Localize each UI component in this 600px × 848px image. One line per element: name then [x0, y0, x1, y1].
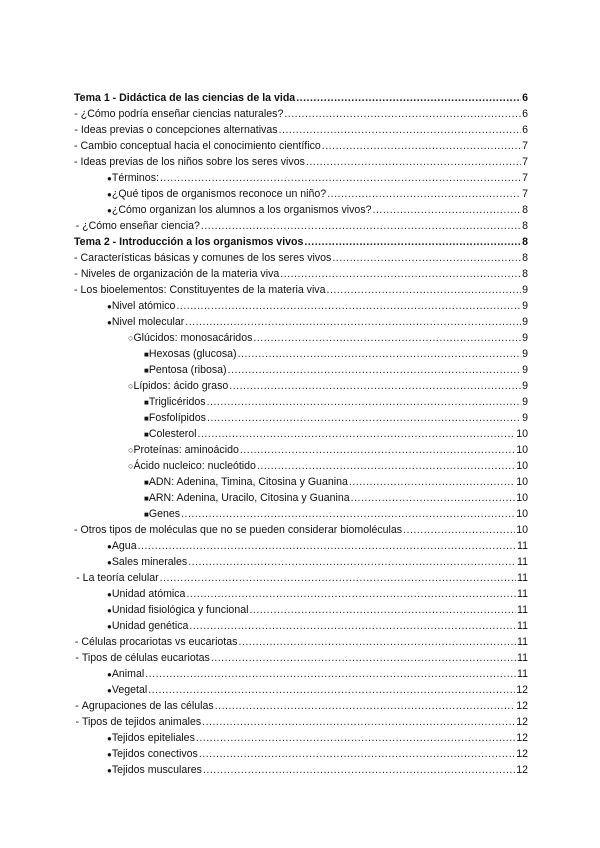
toc-dot-leader	[203, 762, 515, 778]
toc-entry[interactable]	[74, 762, 528, 778]
toc-entry[interactable]	[74, 730, 528, 746]
toc-entry-label: ¿Qué tipos de organismos reconoce un niño?	[111, 188, 327, 200]
toc-dot-leader	[199, 746, 515, 762]
toc-entry-label: Fosfolípidos	[148, 412, 206, 424]
toc-dot-leader	[198, 426, 516, 442]
toc-bullet-icon: ●	[107, 174, 112, 183]
toc-page-number: 11	[517, 620, 528, 632]
toc-entry[interactable]	[74, 666, 528, 682]
toc-bullet-icon: ●	[107, 606, 112, 615]
toc-dot-leader	[253, 330, 521, 346]
toc-dot-leader	[160, 170, 521, 186]
toc-bullet-icon: ■	[144, 510, 149, 519]
toc-entry[interactable]	[74, 474, 528, 490]
toc-entry-label: Términos:	[111, 172, 159, 184]
toc-entry-label: Agrupaciones de las células	[81, 700, 214, 712]
toc-entry[interactable]	[74, 586, 528, 602]
toc-entry[interactable]	[74, 314, 528, 330]
toc-entry-label: Cambio conceptual hacia el conocimiento científico	[80, 140, 321, 152]
toc-dot-leader	[202, 714, 515, 730]
toc-page-number: 10	[516, 524, 528, 536]
toc-bullet-icon: ●	[107, 686, 112, 695]
table-of-contents	[74, 90, 528, 778]
toc-dot-leader	[181, 506, 515, 522]
toc-bullet-icon: ○	[128, 381, 134, 391]
toc-dot-leader	[201, 218, 521, 234]
toc-bullet-icon: -	[74, 284, 78, 296]
toc-bullet-icon: -	[75, 716, 79, 728]
toc-entry-label: Animal	[111, 668, 145, 680]
toc-page-number: 9	[522, 316, 528, 328]
toc-dot-leader	[240, 442, 515, 458]
toc-dot-leader	[249, 602, 516, 618]
toc-bullet-icon: -	[75, 220, 80, 232]
toc-page-number: 11	[517, 556, 528, 568]
toc-dot-leader	[207, 394, 522, 410]
toc-entry-label: Tipos de células eucariotas	[81, 652, 210, 664]
toc-page-number: 9	[522, 300, 528, 312]
toc-bullet-icon: ●	[107, 542, 112, 551]
toc-entry[interactable]	[74, 154, 528, 170]
toc-bullet-icon: -	[74, 268, 78, 280]
toc-entry[interactable]	[74, 490, 528, 506]
toc-entry-label: Tipos de tejidos animales	[81, 716, 202, 728]
toc-page-number: 11	[517, 652, 528, 664]
toc-dot-leader	[332, 250, 521, 266]
toc-dot-leader	[279, 122, 522, 138]
toc-entry-label: Nivel molecular	[111, 316, 185, 328]
toc-entry-label: Hexosas (glucosa)	[148, 348, 237, 360]
toc-entry[interactable]	[74, 266, 528, 282]
toc-dot-leader	[322, 138, 521, 154]
toc-bullet-icon: -	[74, 124, 78, 136]
toc-dot-leader	[186, 586, 516, 602]
toc-page-number: 12	[516, 732, 528, 744]
toc-bullet-icon: ●	[107, 206, 112, 215]
toc-page-number: 8	[522, 268, 528, 280]
toc-entry[interactable]	[74, 122, 528, 138]
toc-entry[interactable]	[74, 682, 528, 698]
toc-bullet-icon: -	[74, 252, 78, 264]
toc-bullet-icon: ●	[107, 318, 112, 327]
toc-dot-leader	[211, 650, 516, 666]
toc-page-number: 8	[522, 252, 528, 264]
toc-entry-label: Células procariotas vs eucariotas	[81, 636, 238, 648]
toc-dot-leader	[185, 314, 521, 330]
toc-page-number: 8	[522, 220, 528, 232]
toc-entry-label: Características básicas y comunes de los seres vivos	[80, 252, 332, 264]
toc-bullet-icon: ●	[107, 766, 112, 775]
toc-page-number: 8	[522, 236, 528, 248]
toc-entry-label: Unidad genética	[111, 620, 189, 632]
toc-bullet-icon: -	[75, 700, 79, 712]
toc-entry[interactable]	[74, 538, 528, 554]
toc-bullet-icon: -	[74, 156, 78, 168]
toc-dot-leader	[176, 298, 521, 314]
toc-entry[interactable]	[74, 362, 528, 378]
toc-entry-label: Tema 2 - Introducción a los organismos vivos	[74, 236, 304, 248]
toc-entry[interactable]	[74, 426, 528, 442]
toc-entry-label: Tejidos conectivos	[111, 748, 198, 760]
toc-dot-leader	[196, 730, 515, 746]
toc-entry-label: Vegetal	[111, 684, 148, 696]
toc-dot-leader	[296, 90, 521, 106]
toc-page-number: 12	[516, 700, 528, 712]
toc-entry[interactable]	[74, 330, 528, 346]
toc-entry-label: Tejidos epiteliales	[111, 732, 195, 744]
toc-dot-leader	[284, 106, 521, 122]
toc-dot-leader	[238, 634, 516, 650]
toc-entry[interactable]	[74, 298, 528, 314]
toc-dot-leader	[160, 570, 516, 586]
toc-bullet-icon: ■	[144, 398, 149, 407]
toc-entry-label: Ideas previas o concepciones alternativas	[80, 124, 278, 136]
toc-bullet-icon: ●	[107, 302, 112, 311]
toc-entry-label: Nivel atómico	[111, 300, 176, 312]
toc-entry-label: La teoría celular	[82, 572, 159, 584]
toc-entry-label: Pentosa (ribosa)	[148, 364, 227, 376]
toc-page-number: 6	[522, 108, 528, 120]
toc-entry-label: Ácido nucleico: nucleótido	[133, 460, 256, 472]
toc-dot-leader	[238, 346, 522, 362]
toc-entry-label: Los bioelementos: Constituyentes de la materia viva	[80, 284, 326, 296]
toc-page-number: 9	[522, 348, 528, 360]
toc-page-number: 11	[517, 636, 528, 648]
toc-entry-label: ADN: Adenina, Timina, Citosina y Guanina	[148, 476, 348, 488]
toc-page-number: 9	[522, 332, 528, 344]
toc-dot-leader	[257, 458, 515, 474]
toc-entry[interactable]	[74, 602, 528, 618]
toc-page-number: 11	[517, 588, 528, 600]
toc-page-number: 12	[516, 764, 528, 776]
toc-entry[interactable]	[74, 218, 528, 234]
toc-page-number: 9	[522, 396, 528, 408]
toc-bullet-icon: ●	[107, 590, 112, 599]
toc-page-number: 6	[522, 92, 528, 104]
toc-entry[interactable]	[74, 410, 528, 426]
toc-bullet-icon: ○	[128, 333, 134, 343]
toc-bullet-icon: ●	[107, 670, 112, 679]
toc-bullet-icon: ●	[107, 734, 112, 743]
toc-entry-label: ¿Cómo enseñar ciencia?	[82, 220, 200, 232]
toc-bullet-icon: ●	[107, 622, 112, 631]
toc-bullet-icon: ●	[107, 558, 112, 567]
toc-entry-label: ARN: Adenina, Uracilo, Citosina y Guanina	[148, 492, 350, 504]
toc-entry[interactable]	[74, 282, 528, 298]
toc-bullet-icon: ■	[144, 430, 149, 439]
toc-entry[interactable]	[74, 90, 528, 106]
toc-bullet-icon: -	[74, 140, 78, 152]
toc-entry[interactable]	[74, 458, 528, 474]
toc-entry[interactable]	[74, 746, 528, 762]
toc-entry[interactable]	[74, 170, 528, 186]
toc-entry-label: ¿Cómo organizan los alumnos a los organismos vivos?	[111, 204, 372, 216]
toc-dot-leader	[280, 266, 521, 282]
toc-dot-leader	[403, 522, 515, 538]
toc-entry[interactable]	[74, 202, 528, 218]
toc-entry[interactable]	[74, 250, 528, 266]
toc-entry[interactable]	[74, 378, 528, 394]
toc-entry-label: Agua	[111, 540, 137, 552]
toc-entry[interactable]	[74, 138, 528, 154]
toc-page-number: 8	[522, 204, 528, 216]
toc-dot-leader	[351, 490, 516, 506]
toc-bullet-icon: ○	[128, 445, 134, 455]
toc-entry[interactable]	[74, 634, 528, 650]
toc-page-number: 12	[516, 748, 528, 760]
toc-entry-label: Tejidos musculares	[111, 764, 202, 776]
toc-bullet-icon: -	[74, 108, 78, 120]
toc-bullet-icon: ■	[144, 414, 149, 423]
toc-dot-leader	[188, 554, 516, 570]
toc-bullet-icon: -	[76, 572, 80, 584]
toc-page-number: 9	[522, 380, 528, 392]
toc-page-number: 10	[516, 428, 528, 440]
toc-entry-label: Unidad atómica	[111, 588, 186, 600]
toc-entry-label: ¿Cómo podría enseñar ciencias naturales?	[80, 108, 284, 120]
toc-page-number: 10	[516, 476, 528, 488]
toc-bullet-icon: -	[74, 524, 78, 536]
toc-entry[interactable]	[74, 234, 528, 250]
toc-bullet-icon: ■	[144, 478, 149, 487]
toc-entry-label: Sales minerales	[111, 556, 188, 568]
toc-page-number: 10	[516, 508, 528, 520]
toc-page-number: 9	[522, 364, 528, 376]
toc-page-number: 11	[517, 668, 528, 680]
toc-entry-label: Ideas previas de los niños sobre los seres vivos	[80, 156, 305, 168]
toc-page-number: 12	[516, 684, 528, 696]
toc-entry-label: Lípidos: ácido graso	[133, 380, 229, 392]
toc-dot-leader	[349, 474, 515, 490]
toc-page-number: 10	[516, 492, 528, 504]
toc-dot-leader	[327, 186, 521, 202]
toc-entry-label: Glúcidos: monosacáridos	[133, 332, 253, 344]
toc-page-number: 9	[522, 284, 528, 296]
toc-entry-label: Unidad fisiológica y funcional	[111, 604, 249, 616]
toc-entry[interactable]	[74, 106, 528, 122]
toc-bullet-icon: ○	[128, 461, 134, 471]
toc-dot-leader	[229, 378, 521, 394]
toc-dot-leader	[304, 234, 521, 250]
toc-dot-leader	[306, 154, 521, 170]
toc-page-number: 7	[522, 156, 528, 168]
toc-entry-label: Genes	[148, 508, 181, 520]
toc-page-number: 6	[522, 124, 528, 136]
toc-entry[interactable]	[74, 570, 528, 586]
toc-entry[interactable]	[74, 714, 528, 730]
toc-entry-label: Tema 1 - Didáctica de las ciencias de la vida	[74, 92, 296, 104]
toc-page-number: 11	[517, 572, 528, 584]
toc-entry-label: Proteínas: aminoácido	[133, 444, 239, 456]
toc-dot-leader	[373, 202, 522, 218]
toc-dot-leader	[215, 698, 516, 714]
toc-page-number: 7	[522, 188, 528, 200]
toc-dot-leader	[148, 682, 515, 698]
toc-page-number: 10	[516, 444, 528, 456]
toc-entry[interactable]	[74, 618, 528, 634]
toc-entry[interactable]	[74, 698, 528, 714]
toc-dot-leader	[228, 362, 522, 378]
toc-entry-label: Colesterol	[148, 428, 197, 440]
toc-entry[interactable]	[74, 506, 528, 522]
toc-page-number: 11	[517, 604, 528, 616]
toc-entry[interactable]	[74, 186, 528, 202]
toc-bullet-icon: ■	[144, 494, 149, 503]
toc-bullet-icon: ●	[107, 190, 112, 199]
toc-entry[interactable]	[74, 522, 528, 538]
toc-bullet-icon: ■	[144, 366, 149, 375]
toc-entry-label: Otros tipos de moléculas que no se pueden considerar biomoléculas	[80, 524, 403, 536]
toc-entry[interactable]	[74, 554, 528, 570]
toc-bullet-icon: ●	[107, 750, 112, 759]
toc-bullet-icon: -	[75, 652, 79, 664]
toc-dot-leader	[207, 410, 521, 426]
toc-bullet-icon: ■	[144, 350, 149, 359]
toc-entry[interactable]	[74, 650, 528, 666]
toc-entry[interactable]	[74, 442, 528, 458]
toc-dot-leader	[138, 538, 516, 554]
toc-entry[interactable]	[74, 394, 528, 410]
toc-entry[interactable]	[74, 346, 528, 362]
toc-page-number: 9	[522, 412, 528, 424]
toc-dot-leader	[327, 282, 522, 298]
toc-entry-label: Niveles de organización de la materia viva	[80, 268, 280, 280]
toc-dot-leader	[145, 666, 516, 682]
toc-bullet-icon: -	[74, 636, 79, 648]
toc-page-number: 10	[516, 460, 528, 472]
toc-page-number: 12	[516, 716, 528, 728]
toc-page-number: 7	[522, 172, 528, 184]
toc-page-number: 7	[522, 140, 528, 152]
toc-page-number: 11	[517, 540, 528, 552]
toc-dot-leader	[189, 618, 516, 634]
toc-entry-label: Triglicéridos	[148, 396, 206, 408]
